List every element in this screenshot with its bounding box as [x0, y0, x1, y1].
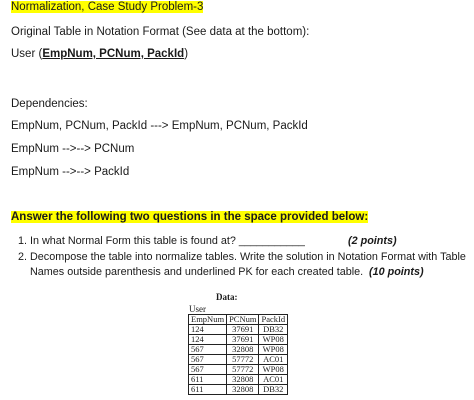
document-title-text: Normalization, Case Study Problem-3 [11, 1, 204, 13]
column-header: EmpNum [189, 315, 227, 325]
relation-suffix: ) [184, 48, 189, 60]
answer-heading [11, 211, 368, 223]
original-table-heading: Original Table in Notation Format (See data at the bottom): [11, 26, 310, 38]
column-header: PCNum [227, 315, 259, 325]
table-row [189, 335, 288, 345]
table-cell: 32808 [227, 375, 259, 385]
table-row [189, 365, 288, 375]
question-1: 1. In what Normal Form this table is found at? ___________ [18, 235, 305, 247]
question-1-points: (2 points) [348, 235, 397, 247]
table-cell: 32808 [227, 385, 259, 395]
table-cell: 57772 [227, 365, 259, 375]
table-header-row [189, 315, 288, 325]
table-cell: 611 [189, 375, 227, 385]
table-cell: DB32 [259, 385, 288, 395]
relation-notation [11, 48, 188, 60]
table-cell: WP08 [259, 345, 288, 355]
column-header: PackId [259, 315, 288, 325]
dependency-1: EmpNum, PCNum, PackId ---> EmpNum, PCNum, PackId [11, 120, 308, 132]
table-row [189, 325, 288, 335]
table-cell: 124 [189, 325, 227, 335]
relation-primary-key: EmpNum, PCNum, PackId [42, 48, 185, 60]
table-cell: 567 [189, 365, 227, 375]
table-cell: AC01 [259, 355, 288, 365]
question-2-points: (10 points) [369, 266, 424, 278]
document-title [11, 1, 203, 13]
table-row [189, 345, 288, 355]
table-cell: AC01 [259, 375, 288, 385]
table-row [189, 375, 288, 385]
table-cell: 567 [189, 355, 227, 365]
table-cell: 37691 [227, 335, 259, 345]
table-cell: 611 [189, 385, 227, 395]
relation-prefix: User ( [11, 48, 43, 60]
user-data-table [188, 314, 288, 395]
question-2-continued: Names outside parenthesis and underlined PK for each created table. [30, 266, 364, 278]
table-cell: 32808 [227, 345, 259, 355]
table-cell: 567 [189, 345, 227, 355]
data-heading: Data: [216, 292, 238, 302]
dependencies-heading: Dependencies: [11, 98, 88, 110]
data-table-name: User [189, 304, 206, 314]
table-row [189, 385, 288, 395]
dependency-2: EmpNum -->--> PCNum [11, 143, 135, 155]
table-cell: DB32 [259, 325, 288, 335]
table-cell: WP08 [259, 365, 288, 375]
dependency-3: EmpNum -->--> PackId [11, 166, 130, 178]
answer-heading-text: Answer the following two questions in the space provided below: [11, 211, 369, 223]
table-row [189, 355, 288, 365]
table-cell: 37691 [227, 325, 259, 335]
question-2: 2. Decompose the table into normalize tables. Write the solution in Notation Format with Table [18, 251, 466, 263]
table-cell: 124 [189, 335, 227, 345]
table-cell: 57772 [227, 355, 259, 365]
table-cell: WP08 [259, 335, 288, 345]
